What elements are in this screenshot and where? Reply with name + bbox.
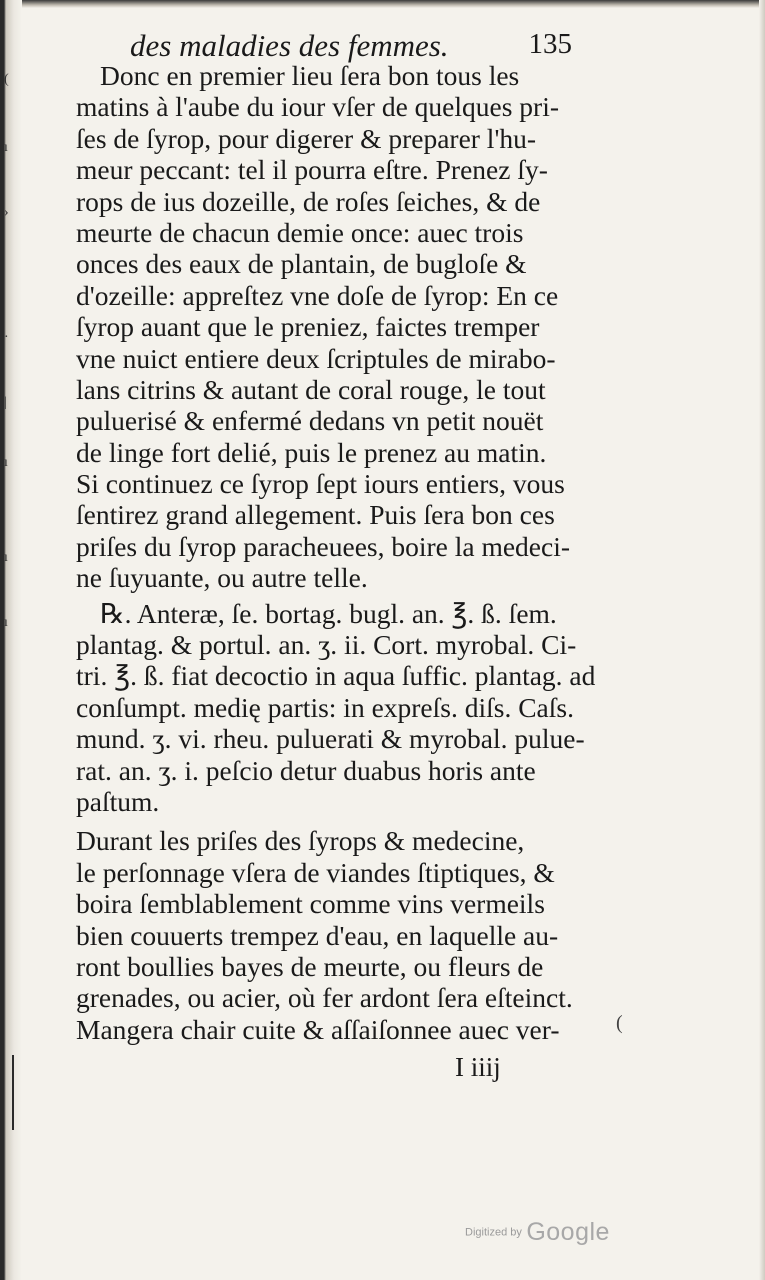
margin-mark: › [4,205,9,220]
margin-mark: ı [4,140,8,155]
text-line: de linge fort delié, puis le prenez au matin. [76,436,547,468]
prescription-block [76,597,596,818]
page-right-edge [759,0,765,1280]
text-line: grenades, ou acier, où fer ardont ſera eſteinct. [76,982,573,1014]
text-line: d'ozeille: appreſtez vne doſe de ſyrop: En ce [76,279,559,311]
watermark-prefix: Digitized by [465,1226,522,1239]
digitized-watermark [465,1218,610,1247]
paragraph-1 [76,60,586,594]
text-line: le perſonnage vſera de viandes ſtiptiques, & [76,856,555,888]
text-line: Durant les priſes des ſyrops & medecine, [76,825,525,857]
text-line: puluerisé & enfermé dedans vn petit nouët [76,405,544,437]
margin-mark: ı [4,455,8,470]
paragraph-2 [76,825,586,1045]
text-line: meur peccant: tel il pourra eſtre. Prenez ſy- [76,154,548,186]
margin-mark: ( [616,1012,623,1034]
text-line: ſentirez grand allegement. Puis ſera bon ces [76,499,555,531]
text-line: mund. ʒ. vi. rheu. puluerati & myrobal. pulue- [76,723,585,755]
margin-mark: ı [4,615,8,630]
margin-mark: | [4,395,7,410]
signature-mark: I iiij [455,1052,501,1082]
text-line: ſes de ſyrop, pour digerer & preparer l'hu- [76,122,537,154]
margin-mark: · [4,330,9,345]
running-title: des maladies des femmes. [130,28,449,63]
text-line: ne ſuyuante, ou autre telle. [76,562,368,594]
body-text [76,60,596,1045]
text-line: onces des eaux de plantain, de bugloſe & [76,248,527,280]
text-line: meurte de chacun demie once: auec trois [76,216,524,248]
text-line: rat. an. ʒ. i. peſcio detur duabus horis ante [76,754,536,786]
text-line: Mangera chair cuite & aſſaiſonnee auec ver- [76,1013,560,1045]
margin-mark: ı [4,550,8,565]
watermark-brand: Google [526,1218,610,1246]
text-line: rops de ius dozeille, de roſes ſeiches, & de [76,185,541,217]
text-line: bien couuerts trempez d'eau, en laquelle au- [76,919,559,951]
margin-mark: ( [4,72,9,87]
text-line: lans citrins & autant de coral rouge, le tout [76,373,546,405]
text-line: ℞. Anteræ, ſe. bortag. bugl. an. ℥. ß. ſem. [100,597,557,629]
text-line: boira ſemblablement comme vins vermeils [76,888,545,920]
text-line: matins à l'aube du iour vſer de quelques pri- [76,91,560,123]
text-line: ront boullies bayes de meurte, ou fleurs de [76,950,544,982]
page-top-edge [0,0,765,8]
page-number: 135 [528,28,572,60]
text-line: conſumpt. medię partis: in expreſs. diſs. Caſs. [76,691,574,723]
text-line: vne nuict entiere deux ſcriptules de mirabo- [76,342,556,374]
text-line: plantag. & portul. an. ʒ. ii. Cort. myrobal. Ci- [76,629,577,661]
text-line: ſyrop auant que le preniez, faictes tremper [76,311,540,343]
text-line: tri. ℥. ß. fiat decoctio in aqua ſuffic. plantag. ad [76,660,596,692]
text-line: Donc en premier lieu ſera bon tous les [100,60,520,91]
page-gutter-shadow [0,0,22,1280]
text-line: Si continuez ce ſyrop ſept iours entiers, vous [76,468,565,500]
text-line: priſes du ſyrop paracheuees, boire la medeci- [76,530,571,562]
text-line: paſtum. [76,785,160,817]
margin-bracket [12,1055,14,1130]
